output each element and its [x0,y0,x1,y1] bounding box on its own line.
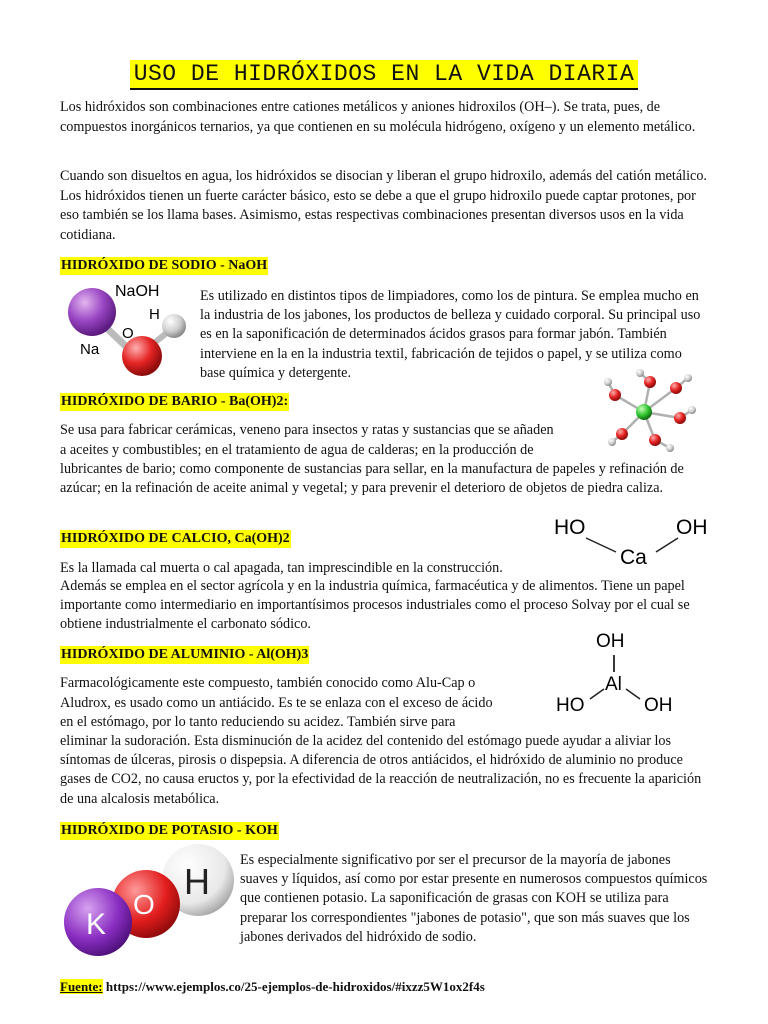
sodium-atom [68,288,116,336]
oh-right-label: OH [644,695,673,716]
oxygen-atom [122,336,162,376]
h-label: H [149,306,160,323]
baoh2-molecule-diagram [600,368,700,458]
aluminio-line-1: Farmacológicamente este compuesto, también conocido como Alu-Cap o [60,675,476,691]
calcio-first-line: Es la llamada cal muerta o cal apagada, tan imprescindible en la construcción. [60,560,503,576]
intro-paragraph-2: Cuando son disueltos en agua, los hidróxidos se disocian y liberan el grupo hidroxilo, además del catión metálico. Los hidróxidos tienen un fuerte carácter básico, esto se debe a que el grupo hidroxilo puede captar protones, por eso también se los llama bases. Asimismo, estas respectivas combinaciones presentan diversos usos en la vida cotidiana. [60,168,707,243]
al-label: Al [605,674,622,695]
source-url[interactable]: https://www.ejemplos.co/25-ejemplos-de-hidroxidos/#ixzz5W1ox2f4s [105,979,485,994]
source-label: Fuente: [60,979,103,994]
intro-paragraph-1: Los hidróxidos son combinaciones entre cationes metálicos y aniones hidroxilos (OH–). Se trata, pues, de compuestos inorgánicos ternarios, ya que contienen en su molécula hidrógeno, oxígeno y un elemento metálico. [60,99,696,135]
o-label: O [133,889,155,920]
o-label: O [122,325,134,342]
potasio-text: Es especialmente significativo por ser el precursor de la mayoría de jabones suaves y líquidos, así como por estar presente en numerosos compuestos químicos que contienen potasio. La saponificación de grasas con KOH se utiliza para preparar los correspondientes "jabones de potasio", que son más suaves que los jabones derivados del hidróxido de sodio. [240,852,708,945]
page-title-wrap [0,60,768,90]
heading-sodio: HIDRÓXIDO DE SODIO - NaOH [61,258,268,273]
heading-aluminio: HIDRÓXIDO DE ALUMINIO - Al(OH)3 [61,647,309,662]
calcio-text: Además se emplea en el sector agrícola y en la industria química, farmacéutica y de alimentos. Tiene un papel importante como intermediario en importantísimos procesos industriales como el proceso Solvay por el cual se obtiene industrialmente el carbonato sódico. [60,578,690,633]
hydrogen-atom [162,314,186,338]
page-title: USO DE HIDRÓXIDOS EN LA VIDA DIARIA [130,60,639,90]
naoh-molecule-diagram [60,276,200,386]
h-label: H [184,861,210,902]
heading-calcio: HIDRÓXIDO DE CALCIO, Ca(OH)2 [61,531,290,546]
heading-bario: HIDRÓXIDO DE BARIO - Ba(OH)2: [61,394,289,409]
na-label: Na [80,341,100,358]
k-label: K [86,908,107,941]
aluminio-text: eliminar la sudoración. Esta disminución de la acidez del contenido del estómago puede ayudar a aliviar los síntomas de úlceras, pirosis o dispepsia. A diferencia de otros antiácidos, el hidróxido de aluminio no produce gases de CO2, no causa eructos y, por la efectividad de la reacción de neutralización, no es frecuente la aparición de una alcalosis metabólica. [60,733,702,807]
naoh-formula-label: NaOH [115,283,160,300]
bario-line-1: Se usa para fabricar cerámicas, veneno para insectos y ratas y sustancias que se añaden [60,422,554,438]
aluminio-line-3: en el estómago, por lo tanto reduciendo su acidez. También sirve para [60,714,456,730]
ho-left-label: HO [556,695,585,716]
caoh2-structure-diagram [548,508,718,570]
barium-atom [636,404,652,420]
oh-right-label: OH [676,516,708,539]
koh-molecule-diagram [60,842,236,960]
heading-potasio: HIDRÓXIDO DE POTASIO - KOH [61,823,278,838]
ho-left-label: HO [554,516,586,539]
bario-line-2: a aceites y combustibles; en el tratamiento de agua de calderas; en la producción de [60,442,534,458]
sodio-text: Es utilizado en distintos tipos de limpiadores, como los de pintura. Se emplea mucho en la industria de los jabones, los productos de belleza y cuidado corporal. Su principal uso es en la saponificación de determinados ácidos grasos para formar jabón. También interviene en la en la industria textil, fabricación de tejidos o papel, y se utiliza como base química y detergente. [200,288,701,381]
oh-top-label: OH [596,631,625,652]
aluminio-line-2: Aludrox, es usado como un antiácido. Es te se enlaza con el exceso de ácido [60,695,493,711]
ca-label: Ca [620,546,647,569]
source-line [60,979,485,995]
aloh3-structure-diagram [548,627,698,719]
bario-text: lubricantes de bario; como componente de sustancias para sellar, en la manufactura de papeles y refinación de azúcar; en la refinación de aceite animal y vegetal; y para prevenir el deterioro de objetos de piedra caliza. [60,461,684,497]
